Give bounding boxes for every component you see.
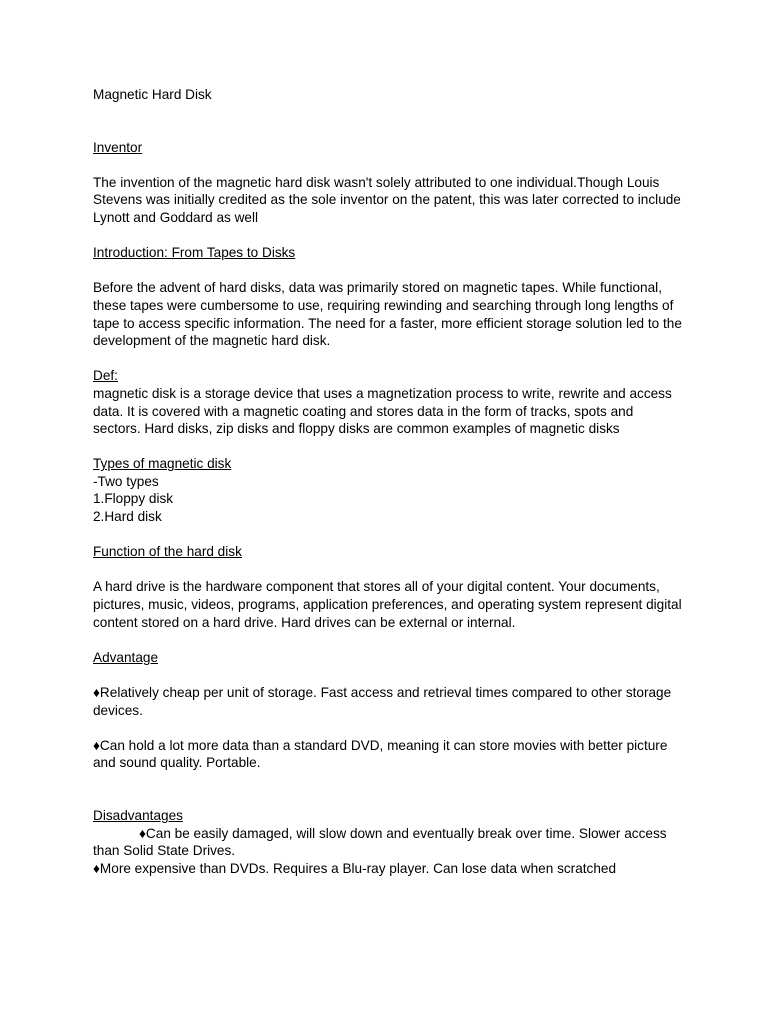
- document-title: Magnetic Hard Disk: [93, 87, 212, 102]
- types-line: -Two types: [93, 473, 159, 489]
- introduction-heading: Introduction: From Tapes to Disks: [93, 245, 296, 261]
- function-heading: Function of the hard disk: [93, 544, 242, 560]
- advantage-item: ♦Can hold a lot more data than a standard DVD, meaning it can store movies with better picture and sound quality. Portable.: [93, 737, 668, 771]
- function-paragraph: A hard drive is the hardware component that stores all of your digital content. Your documents, pictures, music, videos, programs, application preferences, and operating system represent digital content stored on a hard drive. Hard drives can be external or internal.: [93, 579, 682, 630]
- document-body: [93, 86, 683, 878]
- definition-heading: Def:: [93, 368, 118, 384]
- inventor-paragraph: The invention of the magnetic hard disk wasn't solely attributed to one individual.Though Louis Stevens was initially credited as the sole inventor on the patent, this was later corrected to include Lynott and Goddard as well: [93, 174, 681, 225]
- introduction-paragraph: Before the advent of hard disks, data was primarily stored on magnetic tapes. While functional, these tapes were cumbersome to use, requiring rewinding and searching through long lengths of tape to access specific information. The need for a faster, more efficient storage solution led to the development of the magnetic hard disk.: [93, 280, 682, 349]
- advantage-item: ♦Relatively cheap per unit of storage. Fast access and retrieval times compared to other storage devices.: [93, 685, 672, 718]
- disadvantage-item: ♦More expensive than DVDs. Requires a Blu-ray player. Can lose data when scratched: [93, 860, 617, 876]
- advantage-heading: Advantage: [93, 649, 159, 665]
- disadvantages-heading: Disadvantages: [93, 808, 183, 824]
- types-heading: Types of magnetic disk: [93, 456, 232, 472]
- disadvantage-item-text: ♦Can be easily damaged, will slow down and eventually break over time. Slower access than Solid State Drives.: [93, 825, 667, 859]
- inventor-heading: Inventor: [93, 139, 143, 155]
- disadvantage-item: [93, 825, 683, 860]
- definition-paragraph: magnetic disk is a storage device that uses a magnetization process to write, rewrite and access data. It is covered with a magnetic coating and stores data in the form of tracks, spots and sectors. Hard disks, zip disks and floppy disks are common examples of magnetic disks: [93, 385, 672, 437]
- types-line: 1.Floppy disk: [93, 491, 174, 507]
- types-line: 2.Hard disk: [93, 509, 162, 525]
